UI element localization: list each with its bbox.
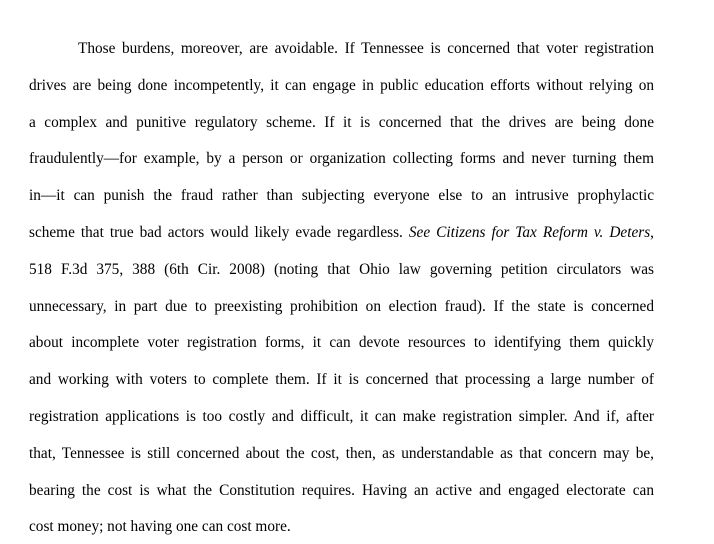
paragraph-line: that, Tennessee is still concerned about the cost, then, as understandable as that concern may be, xyxy=(29,445,654,462)
paragraph-line: bearing the cost is what the Constitution requires. Having an active and engaged electorate can xyxy=(29,482,654,499)
paragraph-line: registration applications is too costly and difficult, it can make registration simpler. And if, after xyxy=(29,408,654,425)
paragraph-line: Those burdens, moreover, are avoidable. If Tennessee is concerned that voter registration xyxy=(78,40,654,57)
paragraph-line: and working with voters to complete them. If it is concerned that processing a large number of xyxy=(29,371,654,388)
line-text: , xyxy=(650,224,654,241)
paragraph-line: a complex and punitive regulatory scheme. If it is concerned that the drives are being done xyxy=(29,114,654,131)
paragraph-line: 518 F.3d 375, 388 (6th Cir. 2008) (noting that Ohio law governing petition circulators was xyxy=(29,261,654,278)
paragraph-line xyxy=(29,222,654,244)
line-text: scheme that true bad actors would likely evade regardless. xyxy=(29,224,409,241)
paragraph-line: unnecessary, in part due to preexisting prohibition on election fraud). If the state is concerned xyxy=(29,298,654,315)
case-citation: See Citizens for Tax Reform v. Deters xyxy=(408,224,651,241)
paragraph-line: cost money; not having one can cost more. xyxy=(29,518,291,535)
paragraph-line: fraudulently—for example, by a person or organization collecting forms and never turning them xyxy=(29,150,654,167)
paragraph-line: drives are being done incompetently, it can engage in public education efforts without relying on xyxy=(29,77,654,94)
paragraph-line: about incomplete voter registration forms, it can devote resources to identifying them quickly xyxy=(29,334,654,351)
paragraph-line: in—it can punish the fraud rather than subjecting everyone else to an intrusive prophylactic xyxy=(29,187,654,204)
